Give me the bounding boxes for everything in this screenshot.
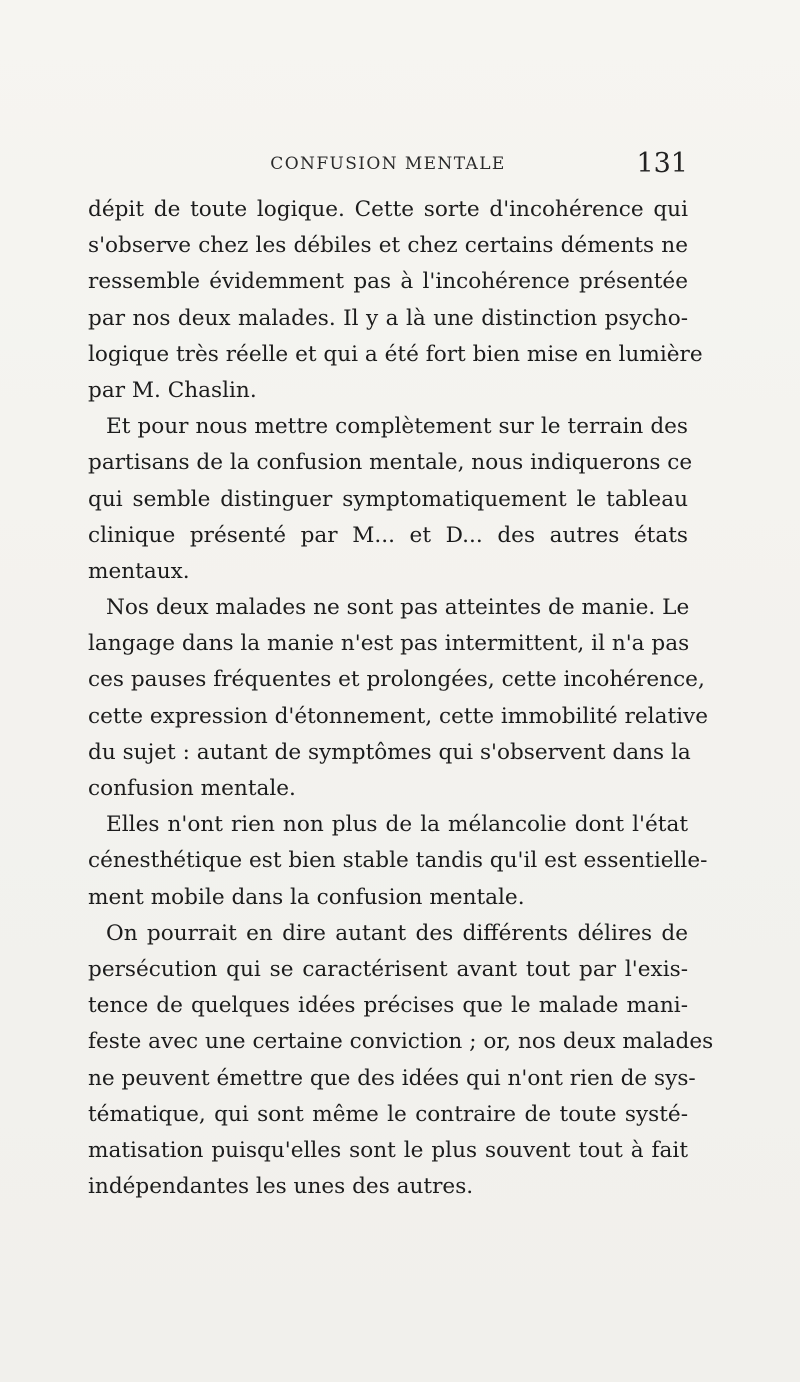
- text-line: s'observe chez les débiles et chez certains déments ne: [88, 233, 688, 259]
- text-line: Et pour nous mettre complètement sur le terrain des: [106, 414, 688, 440]
- page-number: 131: [636, 148, 688, 179]
- text-line: tence de quelques idées précises que le malade mani-: [88, 993, 688, 1019]
- text-line: matisation puisqu'elles sont le plus souvent tout à fait: [88, 1137, 688, 1163]
- text-line: par M. Chaslin.: [88, 377, 257, 403]
- text-line: confusion mentale.: [88, 776, 296, 801]
- text-line: ne peuvent émettre que des idées qui n'ont rien de sys-: [88, 1065, 696, 1091]
- running-title: CONFUSION MENTALE: [270, 154, 506, 174]
- text-line: cénesthétique est bien stable tandis qu'il est essentielle-: [88, 848, 708, 874]
- text-line: dépit de toute logique. Cette sorte d'incohérence qui: [88, 197, 688, 222]
- text-line: ressemble évidemment pas à l'incohérence présentée: [88, 269, 688, 295]
- text-line: Nos deux malades ne sont pas atteintes de manie. Le: [106, 595, 690, 621]
- text-line: feste avec une certaine conviction ; or, nos deux malades: [88, 1029, 714, 1055]
- body-text: [88, 192, 714, 1205]
- text-line: langage dans la manie n'est pas intermittent, il n'a pas: [88, 631, 690, 657]
- text-line: Elles n'ont rien non plus de la mélancolie dont l'état: [106, 812, 688, 838]
- page-header: [88, 148, 688, 184]
- text-line: mentaux.: [88, 558, 190, 584]
- text-line: persécution qui se caractérisent avant tout par l'exis-: [88, 956, 688, 982]
- text-line: ment mobile dans la confusion mentale.: [88, 884, 525, 910]
- text-line: indépendantes les unes des autres.: [88, 1174, 474, 1200]
- text-line: clinique présenté par M... et D... des autres états: [88, 522, 688, 548]
- text-line: tématique, qui sont même le contraire de toute systé-: [88, 1101, 688, 1127]
- text-line: ces pauses fréquentes et prolongées, cette incohérence,: [88, 667, 705, 693]
- text-line: logique très réelle et qui a été fort bien mise en lumière: [88, 341, 703, 367]
- text-line: qui semble distinguer symptomatiquement le tableau: [88, 486, 688, 512]
- text-line: du sujet : autant de symptômes qui s'observent dans la: [88, 739, 691, 765]
- text-line: partisans de la confusion mentale, nous indiquerons ce: [88, 450, 693, 476]
- text-line: par nos deux malades. Il y a là une distinction psycho-: [88, 305, 688, 331]
- text-line: On pourrait en dire autant des différents délires de: [106, 920, 688, 946]
- text-line: cette expression d'étonnement, cette immobilité relative: [88, 703, 709, 729]
